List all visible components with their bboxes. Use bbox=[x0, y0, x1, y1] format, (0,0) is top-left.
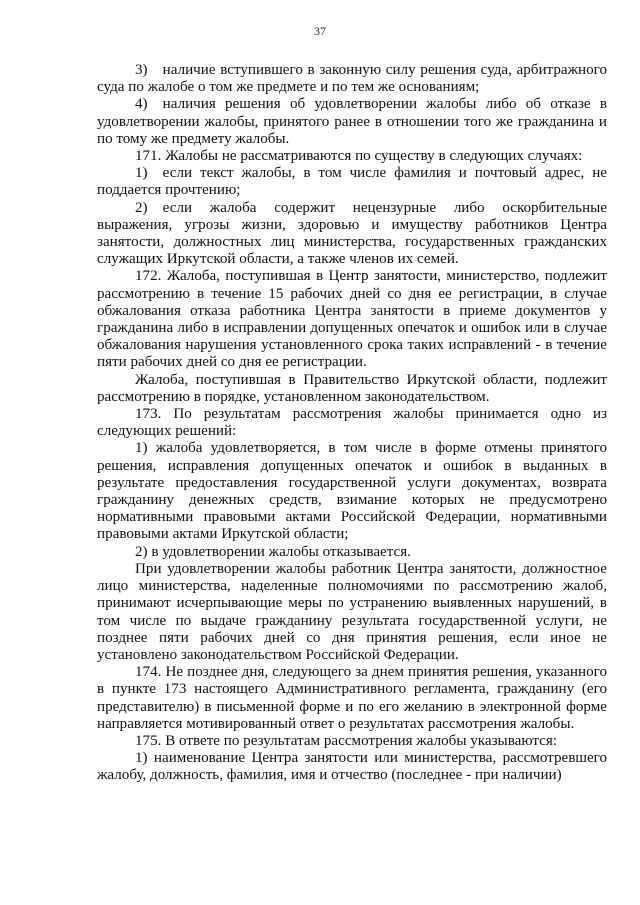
paragraph-item-4: 4) наличия решения об удовлетворении жалобы либо об отказе в удовлетворении жалобы, принятого ранее в отношении того же гражданина и по тому же предмету жалобы. bbox=[97, 96, 607, 147]
document-body bbox=[97, 62, 607, 785]
paragraph-175: 175. В ответе по результатам рассмотрения жалобы указываются: bbox=[135, 732, 558, 749]
paragraph-174: 174. Не позднее дня, следующего за днем принятия решения, указанного в пункте 173 настоящего Административного регламента, гражданину (его представителю) в письменной форме и по его желанию в электронной форме направляется мотивированный ответ о результатах рассмотрения жалобы. bbox=[97, 664, 607, 732]
paragraph-173-measures: При удовлетворении жалобы работник Центра занятости, должностное лицо министерства, наделенные полномочиями по рассмотрению жалоб, принимают исчерпывающие меры по устранению выявленных нарушений, в том числе по выдаче гражданину результата государственной услуги, не позднее пяти рабочих дней со дня принятия решения, если иное не установлено законодательством Российской Федерации. bbox=[97, 560, 607, 663]
paragraph-171-item-2: 2) если жалоба содержит нецензурные либо оскорбительные выражения, угрозы жизни, здоровью и имуществу работников Центра занятости, должностных лиц министерства, государственных гражданских служащих Иркутской области, а также членов их семей. bbox=[97, 199, 607, 268]
paragraph-173: 173. По результатам рассмотрения жалобы принимается одно из следующих решений: bbox=[97, 406, 607, 440]
paragraph-173-item-1: 1) жалоба удовлетворяется, в том числе в форме отмены принятого решения, исправления допущенных опечаток и ошибок в выданных в результате предоставления государственной услуги документах, возврата гражданину денежных средств, взимание которых не предусмотрено нормативными правовыми актами Российской Федерации, нормативными правовыми актами Иркутской области; bbox=[97, 440, 607, 543]
paragraph-172: 172. Жалоба, поступившая в Центр занятости, министерство, подлежит рассмотрению в течение 15 рабочих дней со дня ее регистрации, в случае обжалования отказа работника Центра занятости в приеме документов у гражданина либо в исправлении допущенных опечаток и ошибок или в случае обжалования нарушения установленного срока таких исправлений - в течение пяти рабочих дней со дня ее регистрации. bbox=[97, 268, 607, 371]
paragraph-171-item-1: 1) если текст жалобы, в том числе фамилия и почтовый адрес, не поддается прочтению; bbox=[97, 165, 607, 199]
paragraph-172-government: Жалоба, поступившая в Правительство Иркутской области, подлежит рассмотрению в порядке, установленном законодательством. bbox=[97, 371, 607, 405]
page-number: 37 bbox=[314, 24, 326, 38]
paragraph-item-3: 3) наличие вступившего в законную силу решения суда, арбитражного суда по жалобе о том же предмете и по тем же основаниям; bbox=[97, 62, 607, 96]
paragraph-173-item-2: 2) в удовлетворении жалобы отказывается. bbox=[135, 543, 411, 560]
paragraph-175-item-1: 1) наименование Центра занятости или министерства, рассмотревшего жалобу, должность, фамилия, имя и отчество (последнее - при наличии) bbox=[97, 750, 607, 784]
paragraph-171: 171. Жалобы не рассматриваются по существу в следующих случаях: bbox=[135, 148, 583, 165]
